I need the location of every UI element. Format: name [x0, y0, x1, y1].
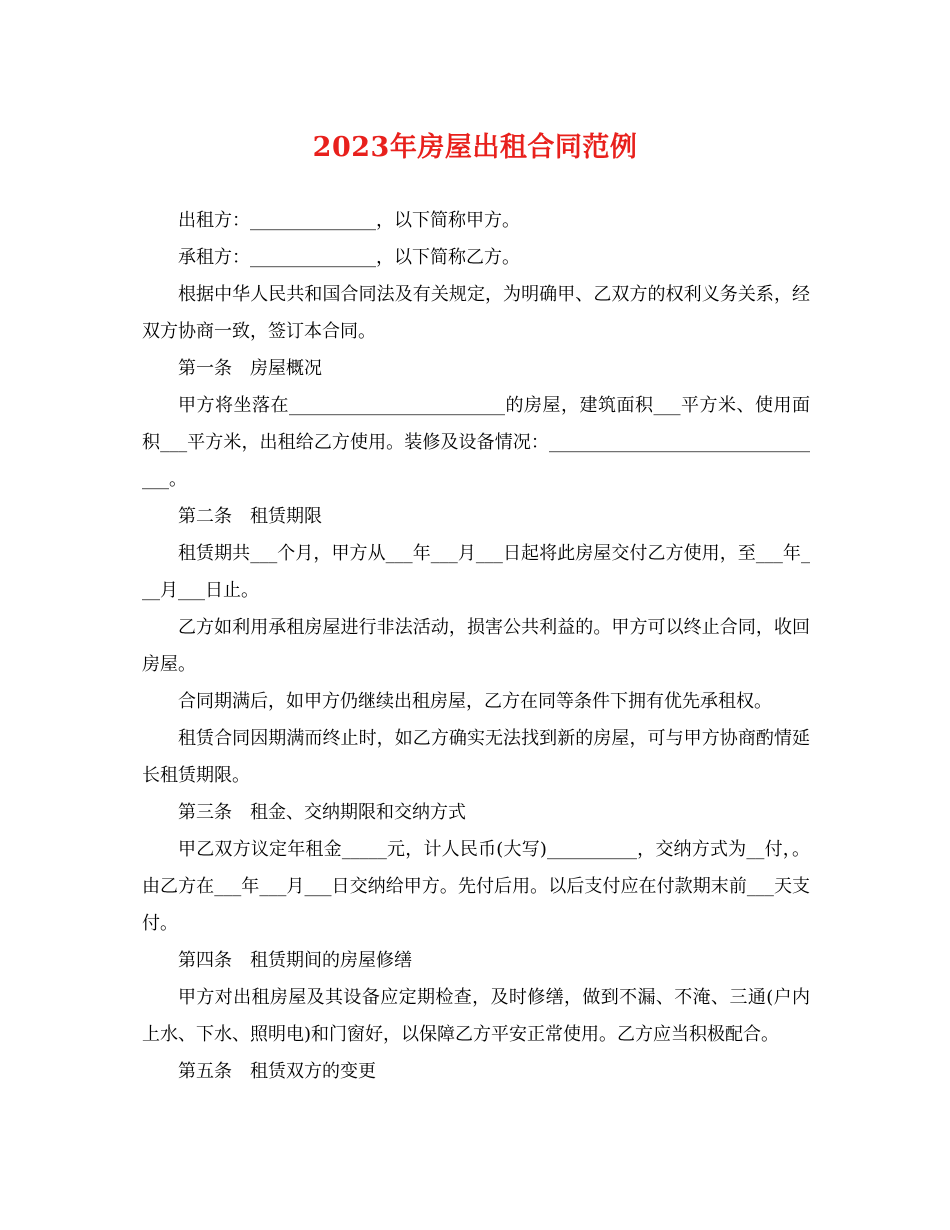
document-title: 2023年房屋出租合同范例	[312, 132, 638, 163]
lessor-line: 出租方：______________，以下简称甲方。	[178, 210, 520, 231]
article-1-heading: 第一条 房屋概况	[178, 358, 322, 379]
article-3-body: 甲乙双方议定年租金_____元，计人民币(大写)__________，交纳方式为__付，。由乙方在___年___月___日交纳给甲方。先付后用。以后支付应在付款期末前___天支付。	[142, 839, 810, 934]
article-2-heading: 第二条 租赁期限	[178, 506, 322, 527]
article-1-body: 甲方将坐落在________________________的房屋，建筑面积___平方米、使用面积___平方米，出租给乙方使用。装修及设备情况：________________________________。	[142, 395, 810, 490]
lessee-line: 承租方：______________，以下简称乙方。	[178, 247, 520, 268]
article-4-heading: 第四条 租赁期间的房屋修缮	[178, 950, 412, 971]
document-body	[142, 202, 810, 1090]
article-5-heading: 第五条 租赁双方的变更	[178, 1061, 376, 1082]
preamble-paragraph: 根据中华人民共和国合同法及有关规定，为明确甲、乙双方的权利义务关系，经双方协商一致，签订本合同。	[142, 284, 810, 342]
article-2-term: 租赁期共___个月，甲方从___年___月___日起将此房屋交付乙方使用，至___年___月___日止。	[142, 543, 810, 601]
article-3-heading: 第三条 租金、交纳期限和交纳方式	[178, 802, 466, 823]
article-2-renewal: 合同期满后，如甲方仍继续出租房屋，乙方在同等条件下拥有优先承租权。	[178, 691, 772, 712]
article-2-extension: 租赁合同因期满而终止时，如乙方确实无法找到新的房屋，可与甲方协商酌情延长租赁期限。	[142, 728, 810, 786]
article-4-body: 甲方对出租房屋及其设备应定期检查，及时修缮，做到不漏、不淹、三通(户内上水、下水、照明电)和门窗好，以保障乙方平安正常使用。乙方应当积极配合。	[142, 987, 810, 1045]
article-2-illegal-use: 乙方如利用承租房屋进行非法活动，损害公共利益的。甲方可以终止合同，收回房屋。	[142, 617, 810, 675]
